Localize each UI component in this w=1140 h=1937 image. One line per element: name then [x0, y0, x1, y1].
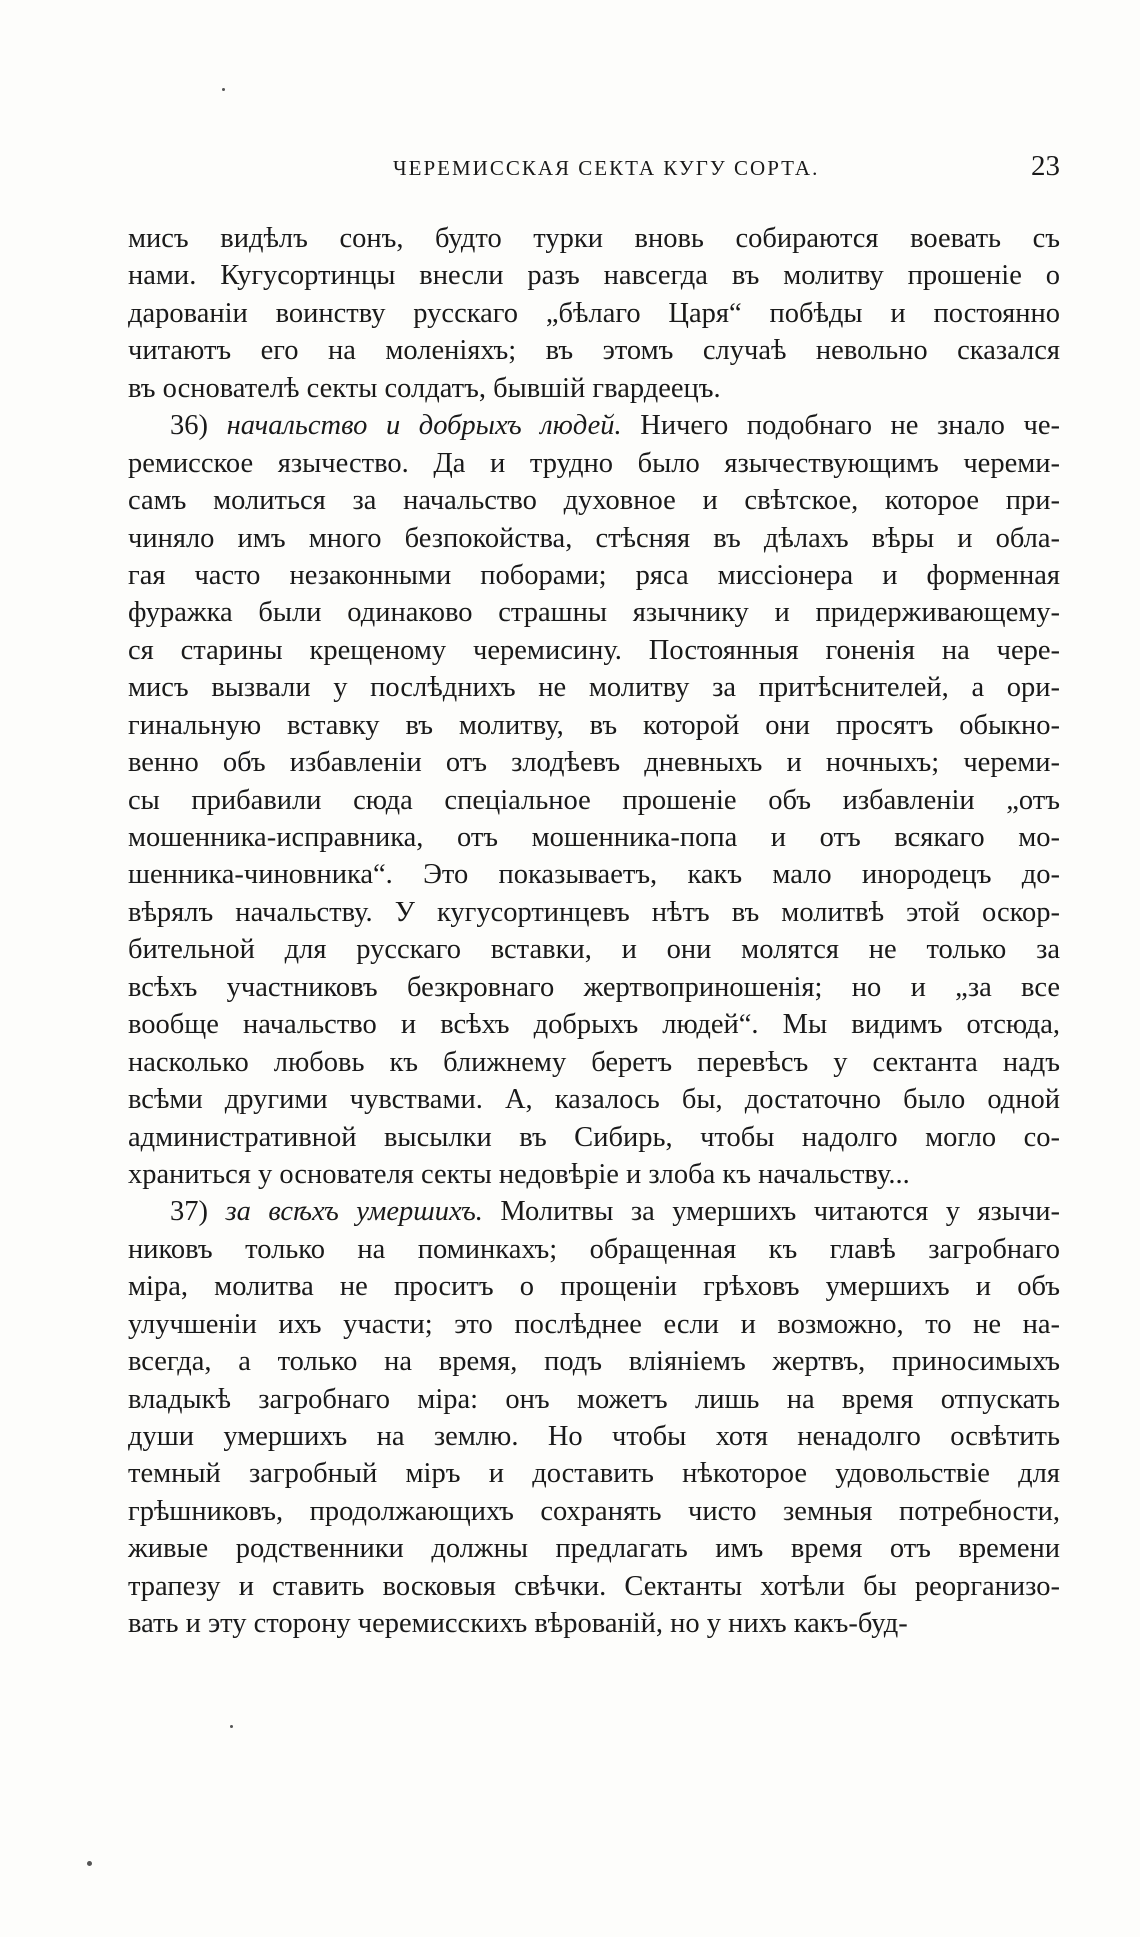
text-line: темный загробный міръ и доставить нѣкоторое удовольствіе для: [128, 1458, 1060, 1490]
section-36-first-line: [128, 407, 1060, 444]
page-header: [128, 150, 1060, 190]
text-line: грѣшниковъ, продолжающихъ сохранять чисто земныя потребности,: [128, 1495, 1060, 1527]
text-line: административной высылки въ Сибирь, чтобы надолго могло со-: [128, 1121, 1060, 1153]
text-line: никовъ только на поминкахъ; обращенная къ главѣ загробнаго: [128, 1233, 1060, 1265]
text-line: сы прибавили сюда спеціальное прошеніе объ избавленіи „отъ: [128, 784, 1060, 816]
text-line: вѣрялъ начальству. У кугусортинцевъ нѣтъ въ молитвѣ этой оскор-: [128, 896, 1060, 928]
text-line: шенника-чиновника“. Это показываетъ, какъ мало инородецъ до-: [128, 859, 1060, 891]
text-line: души умершихъ на землю. Но чтобы хотя ненадолго освѣтить: [128, 1421, 1060, 1452]
ink-speck: [230, 1725, 233, 1728]
text-line: фуражка были одинаково страшны язычнику и придерживающему-: [128, 597, 1060, 629]
text-line: Ничего подобнаго не знало че-: [640, 410, 1061, 442]
text-line: всѣми другими чувствами. А, казалось бы, достаточно было одной: [128, 1084, 1060, 1116]
text-line: бительной для русскаго вставки, и они молятся не только за: [128, 934, 1060, 966]
text-line: міра, молитва не проситъ о прощеніи грѣховъ умершихъ и объ: [128, 1271, 1060, 1303]
text-line: владыкѣ загробнаго міра: онъ можетъ лишь на время отпускать: [128, 1383, 1060, 1415]
text-line: ремисское язычество. Да и трудно было язычествующимъ череми-: [128, 447, 1060, 479]
text-line: нами. Кугусортинцы внесли разъ навсегда въ молитву прошеніе о: [128, 260, 1060, 292]
text-line: гая часто незаконными поборами; ряса миссіонера и форменная: [128, 559, 1060, 591]
text-line: читаютъ его на моленіяхъ; въ этомъ случаѣ невольно сказался: [128, 335, 1060, 367]
text-line: вать и эту сторону черемисскихъ вѣрованій, но у нихъ какъ-буд-: [128, 1608, 908, 1640]
section-36-heading: начальство и добрыхъ людей.: [226, 410, 622, 442]
text-line: живые родственники должны предлагать имъ время отъ времени: [128, 1533, 1060, 1565]
section-36-number: 36): [170, 410, 208, 442]
text-line: вообще начальство и всѣхъ добрыхъ людей“. Мы видимъ отсюда,: [128, 1009, 1060, 1041]
section-37-first-line: [128, 1193, 1060, 1230]
text-line: мошенника-исправника, отъ мошенника-попа и отъ всякаго мо-: [128, 822, 1060, 853]
text-line: улучшеніи ихъ участи; это послѣднее если и возможно, то не на-: [128, 1308, 1060, 1340]
text-line: мисъ вызвали у послѣднихъ не молитву за притѣснителей, а ори-: [128, 672, 1060, 704]
page-number: 23: [1031, 150, 1060, 182]
text-line: ся старины крещеному черемисину. Постоянныя гоненія на чере-: [128, 634, 1060, 666]
text-line: венно объ избавленіи отъ злодѣевъ дневныхъ и ночныхъ; череми-: [128, 747, 1060, 779]
text-line: мисъ видѣлъ сонъ, будто турки вновь собираются воевать съ: [128, 223, 1060, 254]
text-line: дарованіи воинству русскаго „бѣлаго Царя“ побѣды и постоянно: [128, 297, 1060, 329]
text-line: всегда, а только на время, подъ вліяніемъ жертвъ, приносимыхъ: [128, 1346, 1060, 1378]
text-line: насколько любовь къ ближнему беретъ перевѣсъ у сектанта надъ: [128, 1046, 1060, 1078]
body-text: [128, 220, 1060, 1643]
running-head: ЧЕРЕМИССКАЯ СЕКТА КУГУ СОРТА.: [393, 156, 820, 180]
text-line: храниться у основателя секты недовѣріе и злоба къ начальству...: [128, 1158, 910, 1190]
text-line: Молитвы за умершихъ читаются у язычи-: [500, 1196, 1061, 1228]
text-line: чиняло имъ много безпокойства, стѣсняя въ дѣлахъ вѣры и обла-: [128, 522, 1060, 554]
text-line: всѣхъ участниковъ безкровнаго жертвоприношенія; но и „за все: [128, 971, 1060, 1003]
ink-speck: [222, 88, 225, 91]
section-37-number: 37): [170, 1196, 208, 1228]
ink-speck: [87, 1861, 92, 1866]
text-line: гинальную вставку въ молитву, въ которой они просятъ обыкно-: [128, 709, 1060, 741]
text-line: самъ молиться за начальство духовное и свѣтское, которое при-: [128, 485, 1060, 517]
text-line: въ основателѣ секты солдатъ, бывшій гвардеецъ.: [128, 372, 721, 404]
section-37-heading: за всѣхъ умершихъ.: [225, 1196, 483, 1228]
text-line: трапезу и ставить восковыя свѣчки. Сектанты хотѣли бы реорганизо-: [128, 1570, 1060, 1602]
